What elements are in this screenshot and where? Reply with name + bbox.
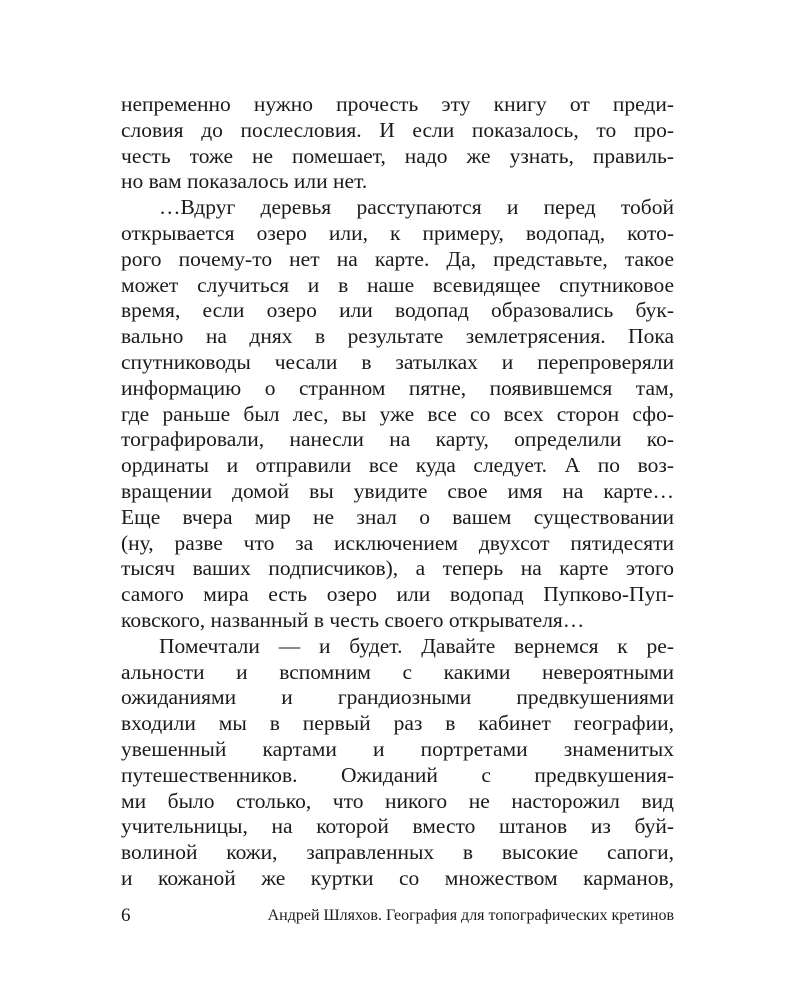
text-line: (ну, разве что за исключением двухсот пятидесяти: [121, 530, 674, 555]
text-line: ожиданиями и грандиозными предвкушениями: [121, 685, 674, 710]
text-line: словия до послесловия. И если показалось, то про-: [121, 117, 674, 142]
text-line: самого мира есть озеро или водопад Пупково-Пуп-: [121, 582, 674, 607]
text-line: …Вдруг деревья расступаются и перед тобой: [159, 195, 674, 220]
text-line: и кожаной же куртки со множеством карманов,: [121, 865, 674, 890]
text-line: альности и вспомним с какими невероятными: [121, 659, 674, 684]
text-line: спутниководы чесали в затылках и перепроверяли: [121, 349, 674, 374]
paragraph-1: [121, 92, 674, 195]
text-line: ковского, названный в честь своего открывателя…: [121, 607, 585, 632]
text-line: непременно нужно прочесть эту книгу от преди-: [121, 92, 674, 116]
text-line: вально на днях в результате землетрясения. Пока: [121, 324, 674, 349]
text-line: ми было столько, что никого не насторожил вид: [121, 788, 674, 813]
paragraph-3: [121, 634, 674, 892]
text-line: рого почему-то нет на карте. Да, представьте, такое: [121, 246, 674, 271]
text-line: где раньше был лес, вы уже все со всех сторон сфо-: [121, 401, 674, 426]
text-line: открывается озеро или, к примеру, водопад, кото-: [121, 220, 674, 245]
text-line: входили мы в первый раз в кабинет географии,: [121, 711, 674, 736]
page-number: 6: [121, 905, 131, 926]
text-line: время, если озеро или водопад образовались бук-: [121, 298, 674, 323]
page-footer: [121, 904, 674, 928]
text-line: путешественников. Ожиданий с предвкушения-: [121, 762, 674, 787]
text-line: может случиться и в наше всевидящее спутниковое: [121, 272, 674, 297]
text-line: волиной кожи, заправленных в высокие сапоги,: [121, 840, 674, 865]
text-line: учительницы, на которой вместо штанов из буй-: [121, 814, 674, 839]
text-line: Помечтали — и будет. Давайте вернемся к ре-: [159, 633, 674, 658]
text-line: увешенный картами и портретами знаменитых: [121, 736, 674, 761]
text-line: вращении домой вы увидите свое имя на карте…: [121, 478, 674, 503]
paragraph-2: [121, 195, 674, 634]
page-body: [121, 92, 674, 892]
text-line: тографировали, нанесли на карту, определили ко-: [121, 427, 674, 452]
text-line: информацию о странном пятне, появившемся там,: [121, 375, 674, 400]
running-title: Андрей Шляхов. География для топографических кретинов: [267, 907, 674, 924]
text-line: Еще вчера мир не знал о вашем существовании: [121, 504, 674, 529]
text-line: но вам показалось или нет.: [121, 169, 368, 194]
text-line: тысяч ваших подписчиков), а теперь на карте этого: [121, 556, 674, 581]
text-line: честь тоже не помешает, надо же узнать, правиль-: [121, 143, 674, 168]
text-line: ординаты и отправили все куда следует. А по воз-: [121, 453, 674, 478]
